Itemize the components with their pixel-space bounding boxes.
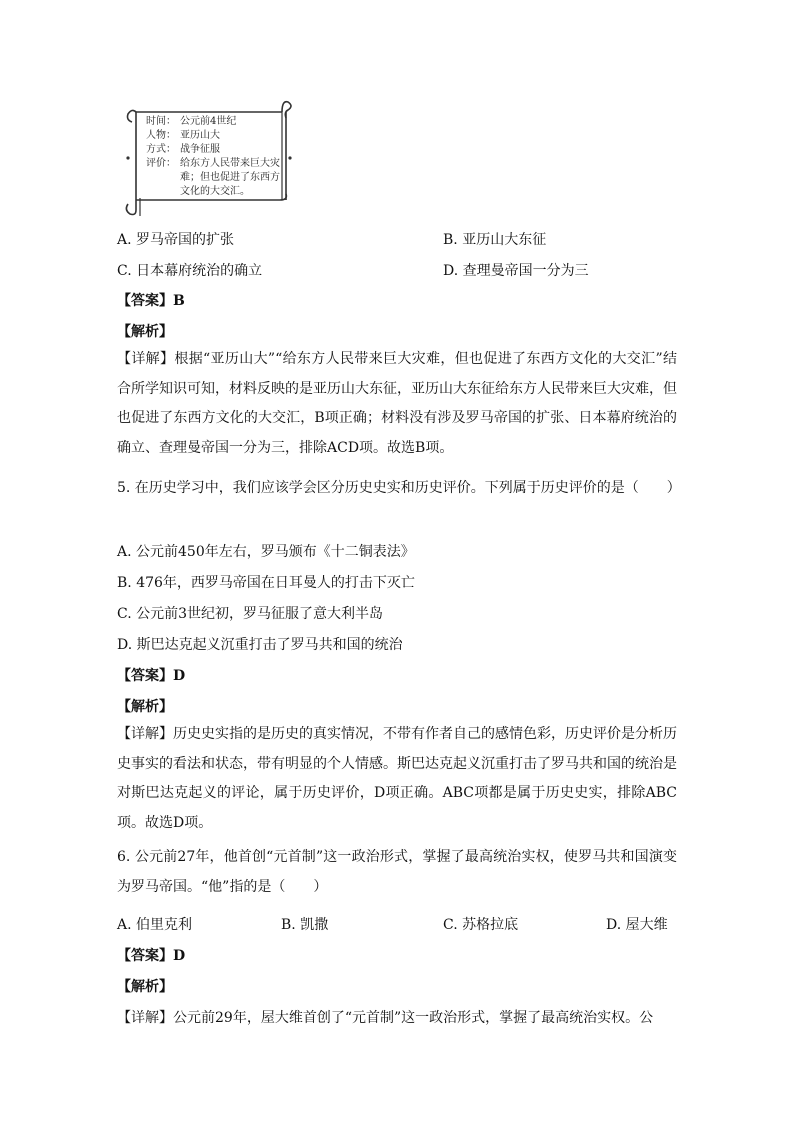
q6-option-d: D. 屋大维: [606, 917, 668, 933]
q5-option-a: A. 公元前450年左右，罗马颁布《十二铜表法》: [117, 544, 415, 560]
q4-option-b: B. 亚历山大东征: [443, 232, 547, 248]
q6-detail: 【详解】公元前29年，屋大维首创了“元首制”这一政治形式，掌握了最高统治实权。公: [117, 1010, 654, 1026]
q4-analysis-heading: 【解析】: [117, 324, 173, 340]
scroll-illustration: [122, 98, 294, 218]
scroll-key: 时间：: [146, 116, 176, 127]
scroll-text: [146, 115, 286, 199]
q6-option-c: C. 苏格拉底: [443, 917, 519, 933]
q6-stem: 6. 公元前27年，他首创“元首制”这一政治形式，掌握了最高统治实权，使罗马共和国演变为罗马帝国。“他”指的是（ ）: [117, 849, 677, 895]
q5-answer: 【答案】D: [117, 668, 186, 684]
q4-answer: 【答案】B: [117, 293, 185, 309]
scroll-key: 评价：: [146, 158, 176, 169]
q6-answer: 【答案】D: [117, 948, 186, 964]
q5-option-c: C. 公元前3世纪初，罗马征服了意大利半岛: [117, 606, 384, 622]
q5-stem: 5. 在历史学习中，我们应该学会区分历史史实和历史评价。下列属于历史评价的是（ ）: [117, 480, 681, 496]
scroll-row: [146, 129, 286, 143]
scroll-value: 给东方人民带来巨大灾难；但也促进了东西方文化的大交汇。: [180, 158, 280, 197]
q5-analysis-heading: 【解析】: [117, 699, 173, 715]
q4-detail: 【详解】根据“亚历山大”“给东方人民带来巨大灾难，但也促进了东西方文化的大交汇”结合所学知识可知，材料反映的是亚历山大东征，亚历山大东征给东方人民带来巨大灾难，但也促进了东西方文化的大交汇，B项正确；材料没有涉及罗马帝国的扩张、日本幕府统治的确立、查理曼帝国一分为三，排除ACD项。故选B项。: [117, 351, 677, 456]
scroll-key: 人物：: [146, 130, 176, 141]
q5-option-d: D. 斯巴达克起义沉重打击了罗马共和国的统治: [117, 637, 403, 653]
q4-option-c: C. 日本幕府统治的确立: [117, 263, 263, 279]
scroll-key: 方式：: [146, 144, 176, 155]
scroll-row: [146, 115, 286, 129]
scroll-row: [146, 157, 286, 199]
q6-option-b: B. 凯撒: [281, 917, 329, 933]
q5-option-b: B. 476年，西罗马帝国在日耳曼人的打击下灭亡: [117, 575, 415, 591]
scroll-value: 公元前4世纪: [180, 116, 237, 127]
q6-option-a: A. 伯里克利: [117, 917, 193, 933]
q6-analysis-heading: 【解析】: [117, 979, 173, 995]
scroll-value: 战争征服: [180, 144, 220, 155]
q4-option-a: A. 罗马帝国的扩张: [117, 232, 235, 248]
scroll-value: 亚历山大: [180, 130, 220, 141]
scroll-row: [146, 143, 286, 157]
q4-option-d: D. 查理曼帝国一分为三: [443, 263, 589, 279]
q5-detail: 【详解】历史史实指的是历史的真实情况，不带有作者自己的感情色彩，历史评价是分析历史事实的看法和状态，带有明显的个人情感。斯巴达克起义沉重打击了罗马共和国的统治是对斯巴达克起义的评论，属于历史评价，D项正确。ABC项都是属于历史史实，排除ABC项。故选D项。: [117, 726, 677, 831]
